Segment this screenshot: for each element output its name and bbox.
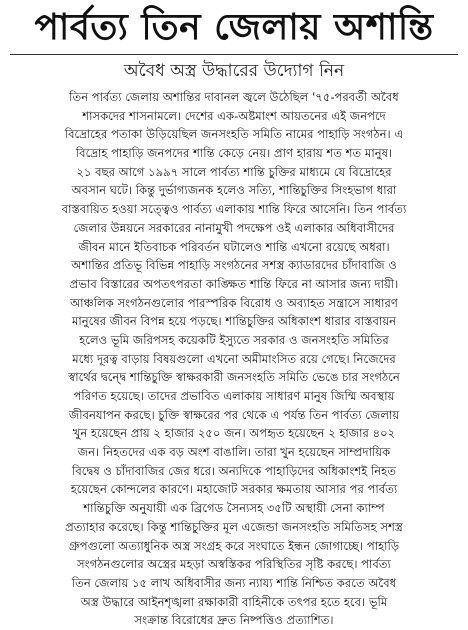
article-body-line: মধ্যে দূরত্ব বাড়ায় বিষয়গুলো এখনো অমীমাংসিত রয়ে গেছে। নিজেদের bbox=[72, 351, 396, 366]
article-body-line: বিদ্বেষ ও চাঁদাবাজির জের ধরে। অন্যদিকে পাহাড়িদের অধিকাংশই নিহত bbox=[72, 463, 396, 478]
article-body-line: পরিণত হয়েছে। তাদের প্রভাবিত এলাকায় সাধারণ মানুষ জিম্মি অবস্থায় bbox=[73, 389, 395, 403]
article-body-line: প্রভাব বিস্তারের অপতৎপরতা কাঙ্ক্ষিত শান্তি ফিরে না আসার জন্য দায়ী। bbox=[69, 276, 399, 291]
article-body-line: অস্ত্র উদ্ধারে আইনশৃঙ্খলা রক্ষাকারী বাহিনীকে তৎপর হতে হবে। ভূমি bbox=[80, 594, 388, 609]
article-body-line: জন। নিহতদের এক বড় অংশ বাঙালি। তারা খুন হয়েছেন সাম্প্রদায়িক bbox=[77, 445, 391, 460]
article-body-line: ২১ বছর আগে ১৯৯৭ সালে পার্বত্য শান্তি চুক্তির মাধ্যমে যে বিদ্রোহের bbox=[76, 164, 392, 179]
article-body-line: স্বার্থের দ্বন্দ্বে শান্তিচুক্তি স্বাক্ষরকারী জনসংহতি সমিতি ভেঙে চার সংগঠনে bbox=[68, 370, 400, 385]
article-body-line: শাসকদের শাসনামলে। দেশের এক-অষ্টমাংশ আয়তনের এই জনপদে bbox=[82, 108, 386, 123]
article-body-line: সংক্রান্ত বিরোধের দ্রুত নিষ্পত্তিও প্রত্যাশিত। bbox=[134, 613, 334, 628]
article-body-line: জীবন মানে ইতিবাচক পরিবর্তন ঘটালেও শান্তি এখনো রয়েছে অধরা। bbox=[78, 239, 390, 254]
article-body-line: তিন জেলায় ১৫ লাখ অধিবাসীর জন্য ন্যায্য শান্তি নিশ্চিত করতে অবৈধ bbox=[71, 575, 397, 590]
article-body-line: হয়েছেন কোন্দলের কারণে। মহাজোট সরকার ক্ষমতায় আসার পর পার্বত্য bbox=[70, 482, 398, 497]
article-body-line: জেলার উন্নয়নে সরকারের নানামুখী পদক্ষেপ ওই এলাকার অধিবাসীদের bbox=[73, 220, 395, 235]
subheadline: অবৈধ অস্ত্র উদ্ধারের উদ্যোগ নিন bbox=[123, 61, 345, 81]
article-body-line: জীবনযাপন করছে। চুক্তি স্বাক্ষরের পর থেকে এ পর্যন্ত তিন পার্বত্য জেলায় bbox=[68, 407, 400, 422]
article-body-line: তিন পার্বত্য জেলায় অশান্তির দাবানল জ্বলে উঠেছিল '৭৫-পরবর্তী অবৈধ bbox=[69, 90, 399, 104]
article-body-line: হলেও ভূমি জরিপসহ কয়েকটি ইস্যুতে সরকার ও জনসংহতি সমিতির bbox=[79, 332, 389, 347]
article-body-line: গ্রুপগুলো অত্যাধুনিক অস্ত্র সংগ্রহ করে সংঘাতে ইন্ধন জোগাচ্ছে। পাহাড়ি bbox=[68, 538, 400, 553]
article-body-line: অবসান ঘটে। কিন্তু দুর্ভাগ্যজনক হলেও সত্যি, শান্তিচুক্তির সিংহভাগ ধারা bbox=[71, 183, 397, 198]
article-body-line: খুন হয়েছেন প্রায় ২ হাজার ২৫০ জন। অপহৃত হয়েছেন ২ হাজার ৪০২ bbox=[72, 426, 396, 441]
article-body-line: আঞ্চলিক সংগঠনগুলোর পারস্পরিক বিরোধ ও অব্যাহত সন্ত্রাসে সাধারণ bbox=[70, 295, 398, 310]
headline: পার্বত্য তিন জেলায় অশান্তি bbox=[34, 6, 434, 48]
article-body-line: প্রত্যাহার করেছে। কিন্তু শান্তিচুক্তির মূল এজেন্ডা জনসংহতি সমিতিসহ সশস্ত্র bbox=[65, 519, 403, 534]
article-body-line: বিদ্রোহ পাহাড়ি জনপদের শান্তি কেড়ে নেয়। প্রাণ হারায় শত শত মানুষ। bbox=[75, 146, 393, 161]
article-body-line: বিদ্রোহের পতাকা উড়িয়েছিল জনসংহতি সমিতি নামের পাহাড়ি সংগঠন। এ bbox=[64, 127, 404, 142]
article-body-line: বাস্তবায়িত হওয়া সত্ত্বেও পার্বত্য এলাকায় শান্তি ফিরে আসেনি। তিন পার্বত্য bbox=[61, 202, 407, 217]
article-body-line: সংগঠনগুলোর অস্ত্রের মহড়া অস্বস্তিকর পরিস্থিতির সৃষ্টি করছে। পার্বত্য bbox=[77, 557, 391, 572]
article-body-line: অশান্তির প্রতিভূ বিভিন্ন পাহাড়ি সংগঠনের সশস্ত্র ক্যাডারদের চাঁদাবাজি ও bbox=[71, 258, 397, 273]
headline-divider bbox=[10, 54, 458, 55]
article-body-line: শান্তিচুক্তি অনুযায়ী এক ব্রিগেড সৈন্যসহ ৩৫টি অস্থায়ী সেনা ক্যাম্প bbox=[83, 501, 385, 516]
article-body-line: মানুষের জীবন বিপন্ন হয়ে পড়ছে। শান্তিচুক্তির অধিকাংশ ধারার বাস্তবায়ন bbox=[71, 314, 397, 329]
article-body bbox=[10, 88, 458, 630]
